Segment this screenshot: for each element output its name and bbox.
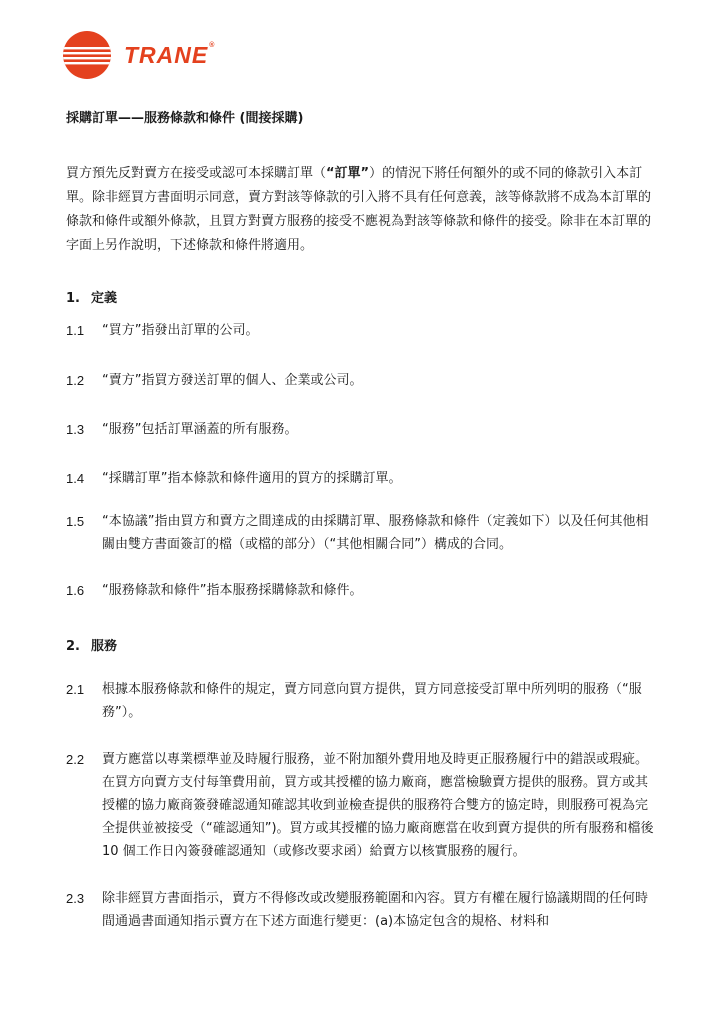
clause-1-4: 1.4 “採購訂單”指本條款和條件適用的買方的採購訂單。 [66, 471, 402, 486]
trane-logo-mark-icon [62, 30, 112, 80]
section-heading-services: 2. 服務 [66, 639, 118, 654]
clause-1-5: 1.5 “本協議”指由買方和賣方之間達成的由採購訂單、服務條款和條件（定義如下）以及任何其他相關由雙方書面簽訂的檔（或檔的部分）（“其他相關合同”）構成的合同。 [66, 514, 649, 552]
trane-logo [62, 30, 215, 80]
clause-1-2: 1.2 “賣方”指買方發送訂單的個人、企業或公司。 [66, 373, 363, 388]
clause-2-2: 2.2 賣方應當以專業標準並及時履行服務，並不附加額外費用地及時更正服務履行中的錯誤或瑕疵。在買方向賣方支付每筆費用前，買方或其授權的協力廠商，應當檢驗賣方提供的服務。買方或其授權的協力廠商簽發確認通知確認其收到並檢查提供的服務符合雙方的協定時，則服務可視為完全提供並被接受（“確認通知”)。買方或其授權的協力廠商應當在收到賣方提供的所有服務和檔後 10 個工作日內簽發確認通知（或修改要求函）給賣方以核實服務的履行。 [66, 752, 654, 859]
intro-paragraph: 買方預先反對賣方在接受或認可本採購訂單（“訂單”）的情況下將任何額外的或不同的條款引入本訂單。除非經買方書面明示同意，賣方對該等條款的引入將不具有任何意義，該等條款將不成為本訂單的條款和條件或額外條款，且買方對賣方服務的接受不應視為對該等條款和條件的接受。除非在本訂單的字面上另作說明，下述條款和條件將適用。 [66, 166, 652, 253]
clause-1-1: 1.1 “買方”指發出訂單的公司。 [66, 323, 259, 338]
section-heading-definitions: 1. 定義 [66, 291, 118, 306]
order-term: “訂單” [326, 166, 370, 181]
clause-1-3: 1.3 “服務”包括訂單涵蓋的所有服務。 [66, 422, 298, 437]
trane-wordmark: TRANE® [124, 41, 216, 68]
document-title: 採購訂單——服務條款和條件 (間接採購) [66, 111, 304, 126]
clause-2-3: 2.3 除非經買方書面指示，賣方不得修改或改變服務範圍和內容。買方有權在履行協議期間的任何時間通過書面通知指示賣方在下述方面進行變更：(a)本協定包含的規格、材料和 [66, 891, 649, 929]
clause-1-6: 1.6 “服務條款和條件”指本服務採購條款和條件。 [66, 583, 363, 598]
clause-2-1: 2.1 根據本服務條款和條件的規定，賣方同意向買方提供，買方同意接受訂單中所列明的服務（“服務”）。 [66, 682, 642, 720]
